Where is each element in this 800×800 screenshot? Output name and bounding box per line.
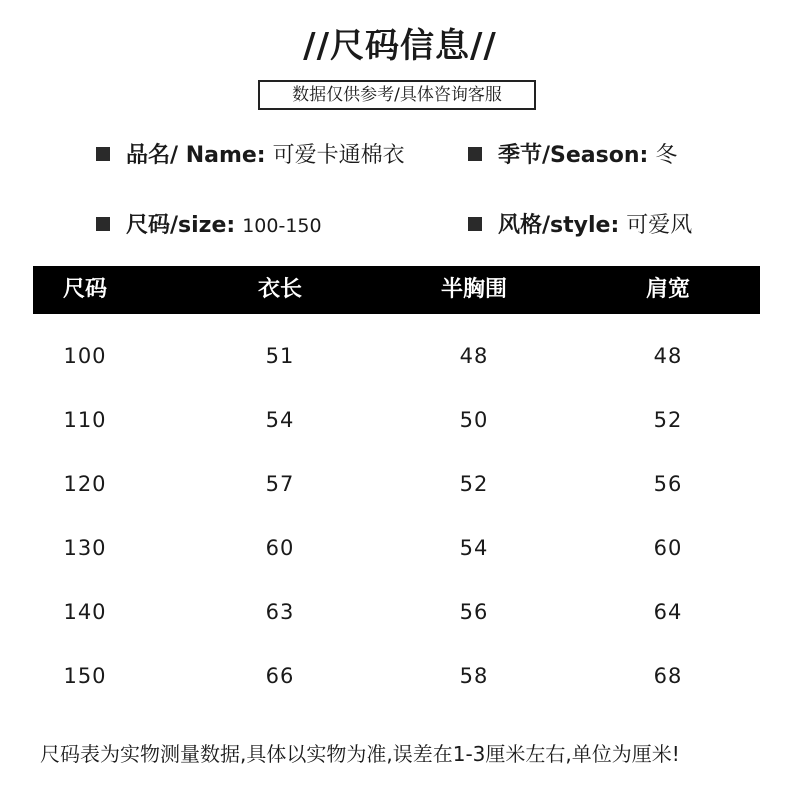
cell-size: 100 [63, 344, 107, 368]
cell-size: 120 [63, 472, 107, 496]
square-bullet-icon [468, 217, 482, 231]
size-label: 尺码/size: [126, 213, 236, 238]
table-row [33, 336, 760, 376]
cell-length: 66 [265, 664, 295, 688]
info-style [468, 210, 692, 242]
cell-length: 63 [265, 600, 295, 624]
season-value: 冬 [655, 143, 678, 168]
cell-shoulder: 60 [653, 536, 683, 560]
cell-shoulder: 56 [653, 472, 683, 496]
header-half-chest: 半胸围 [440, 277, 507, 302]
style-value: 可爱风 [626, 213, 693, 238]
name-value: 可爱卡通棉衣 [272, 143, 405, 168]
table-row [33, 656, 760, 696]
square-bullet-icon [96, 147, 110, 161]
cell-half-chest: 54 [459, 536, 489, 560]
cell-length: 60 [265, 536, 295, 560]
cell-size: 110 [63, 408, 107, 432]
name-label: 品名/ Name: [126, 143, 266, 168]
cell-half-chest: 50 [459, 408, 489, 432]
cell-half-chest: 58 [459, 664, 489, 688]
table-row [33, 592, 760, 632]
cell-size: 140 [63, 600, 107, 624]
info-name [96, 140, 405, 172]
cell-half-chest: 48 [459, 344, 489, 368]
cell-size: 150 [63, 664, 107, 688]
table-row [33, 528, 760, 568]
cell-length: 54 [265, 408, 295, 432]
cell-shoulder: 64 [653, 600, 683, 624]
cell-shoulder: 48 [653, 344, 683, 368]
square-bullet-icon [468, 147, 482, 161]
cell-half-chest: 52 [459, 472, 489, 496]
square-bullet-icon [96, 217, 110, 231]
page-title: //尺码信息// [303, 26, 497, 66]
table-row [33, 400, 760, 440]
header-size: 尺码 [62, 277, 107, 302]
cell-length: 51 [265, 344, 295, 368]
table-row [33, 464, 760, 504]
season-label: 季节/Season: [498, 143, 649, 168]
header-shoulder: 肩宽 [645, 277, 690, 302]
size-value: 100-150 [242, 215, 322, 237]
footer-note: 尺码表为实物测量数据,具体以实物为准,误差在1-3厘米左右,单位为厘米! [40, 742, 680, 766]
cell-length: 57 [265, 472, 295, 496]
header-length: 衣长 [257, 277, 302, 302]
style-label: 风格/style: [498, 213, 620, 238]
info-season [468, 140, 677, 172]
cell-shoulder: 52 [653, 408, 683, 432]
table-header [33, 266, 760, 314]
cell-size: 130 [63, 536, 107, 560]
info-size [96, 210, 322, 242]
notice-box: 数据仅供参考/具体咨询客服 [258, 80, 536, 110]
cell-half-chest: 56 [459, 600, 489, 624]
cell-shoulder: 68 [653, 664, 683, 688]
